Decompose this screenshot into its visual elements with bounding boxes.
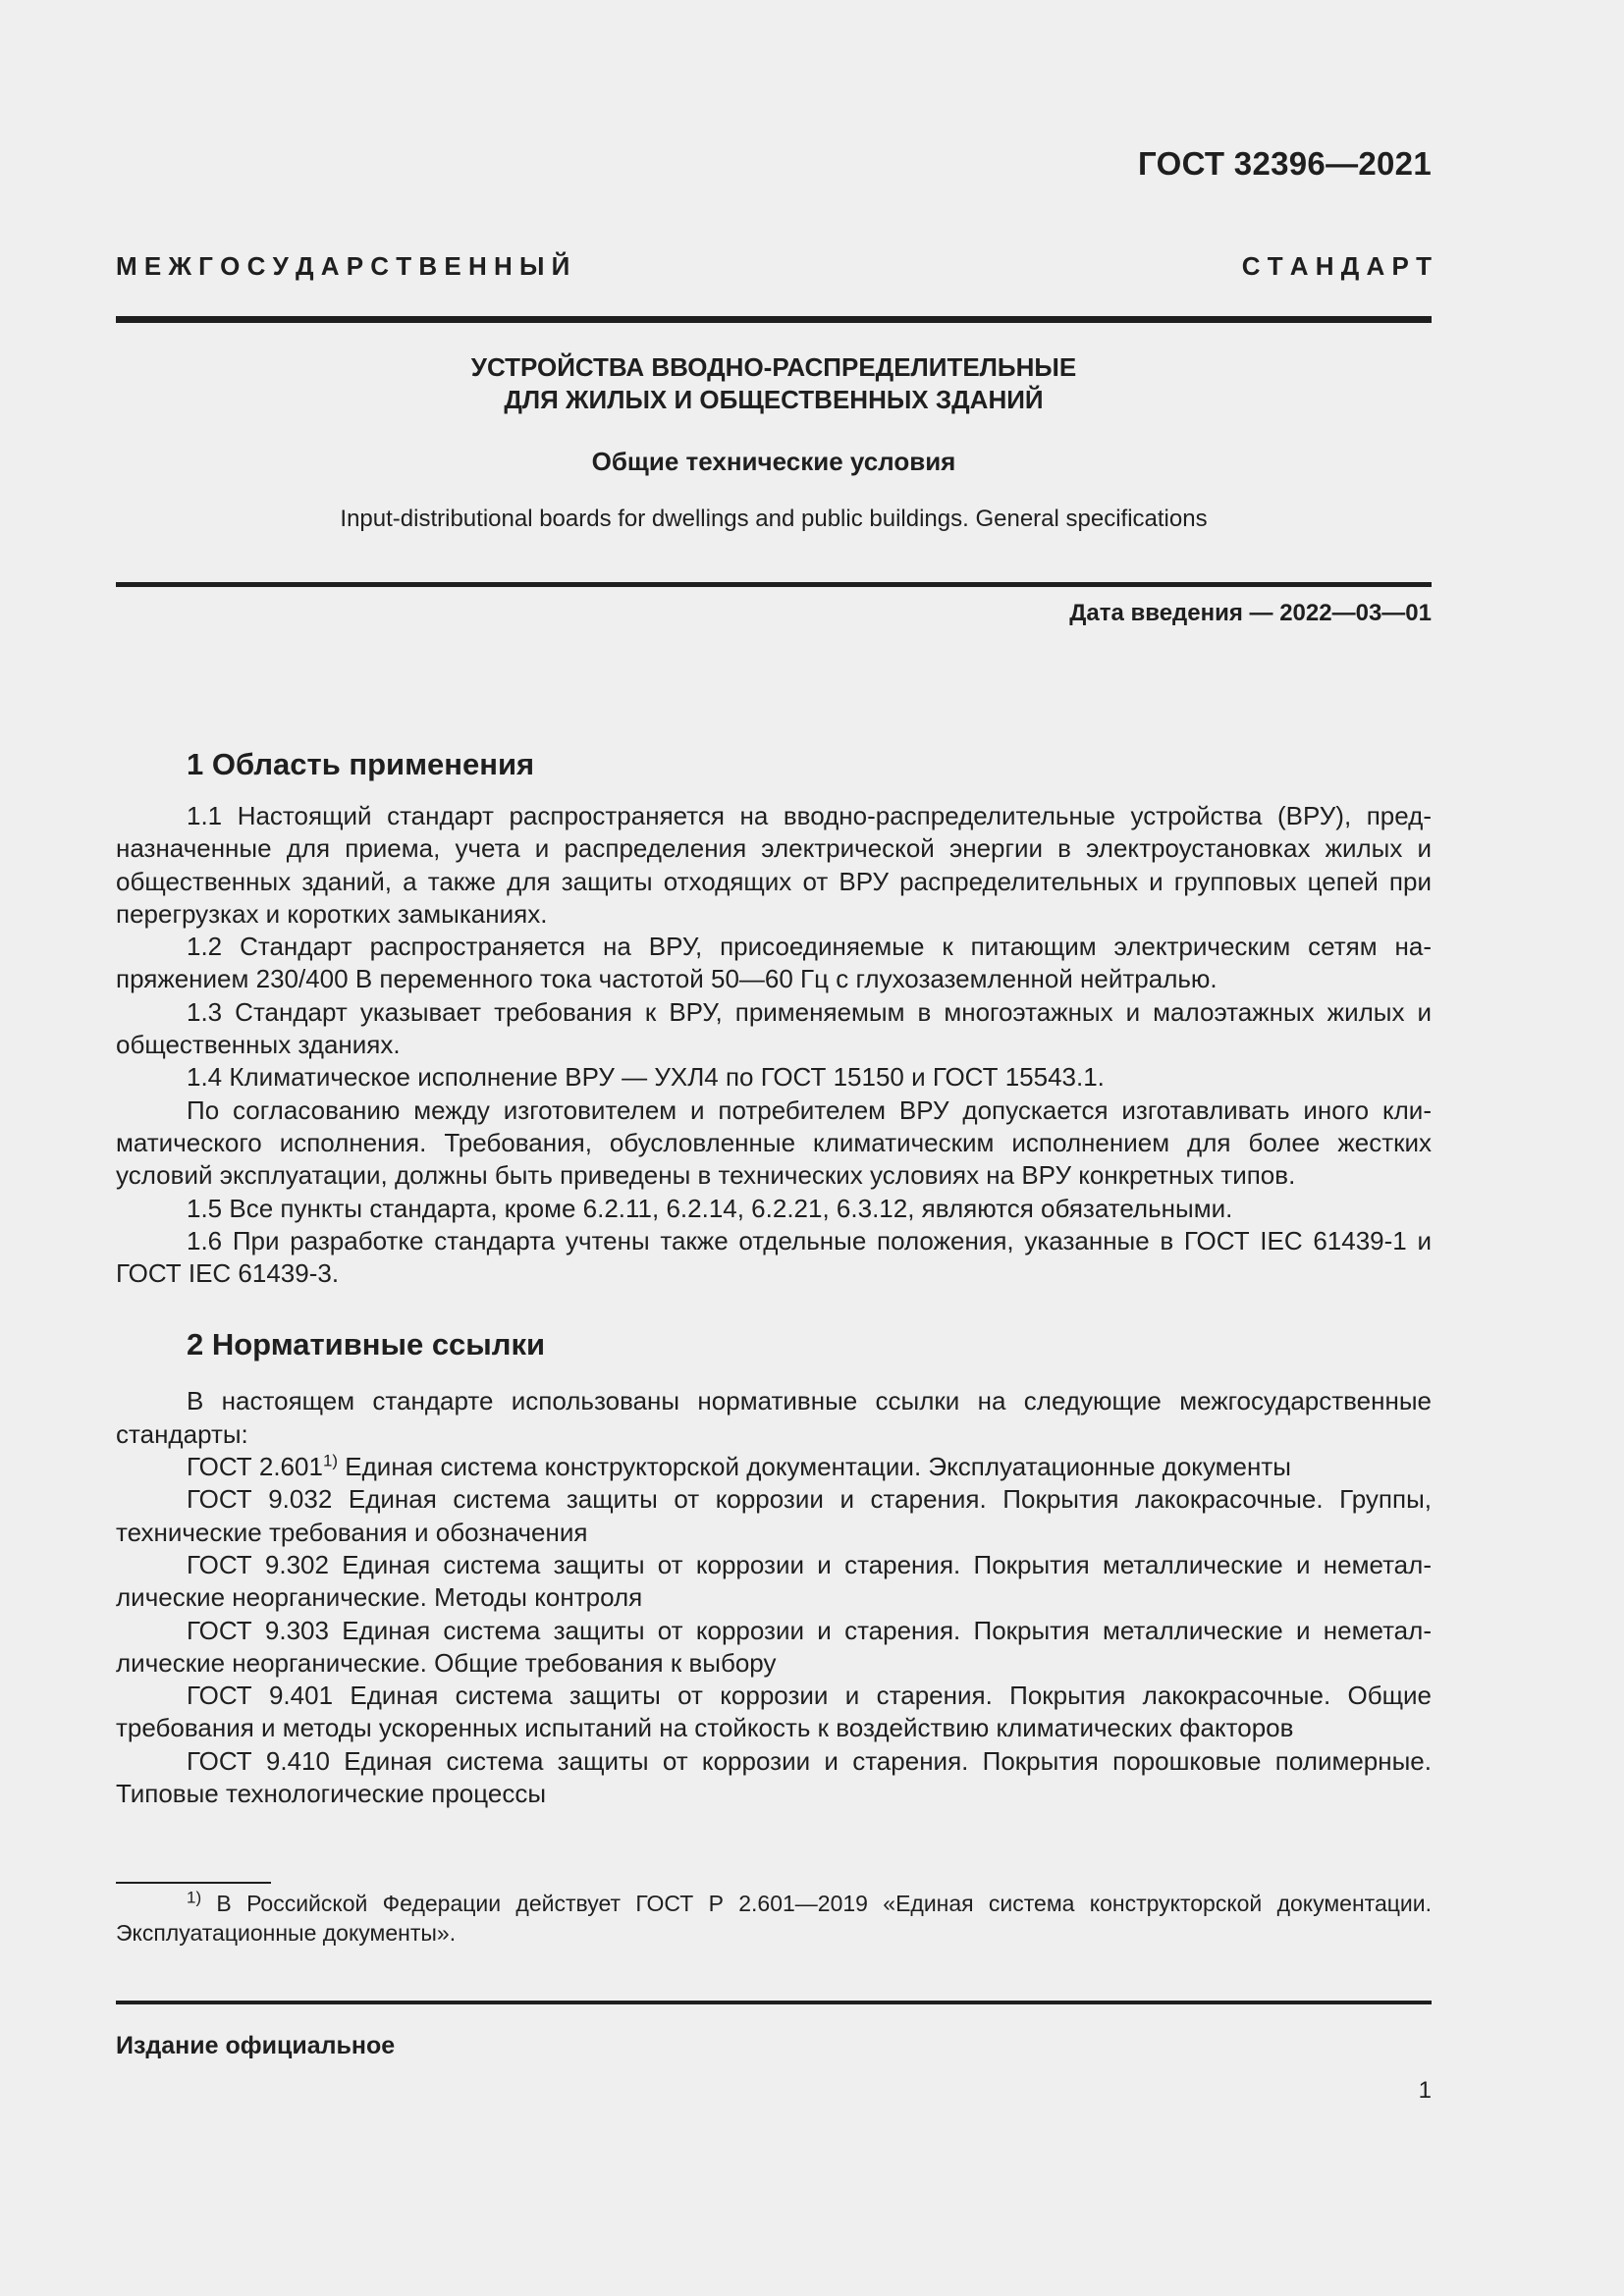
reference-item: ГОСТ 9.032 Единая система защиты от коррозии и старения. Покрытия лакокрасочные. Группы, технические требования и обозначения xyxy=(116,1484,1432,1547)
reference-item: ГОСТ 9.303 Единая система защиты от коррозии и старения. Покрытия металлические и неметаллические неорганические. Общие требования к выбору xyxy=(116,1615,1432,1678)
title-line-1: УСТРОЙСТВА ВВОДНО-РАСПРЕДЕЛИТЕЛЬНЫЕ xyxy=(470,352,1077,382)
standard-label-word-2: С Т А Н Д А Р Т xyxy=(1241,251,1432,281)
footnote-text: В Российской Федерации действует ГОСТ Р 2.601—2019 «Единая система конструкторской документации. Эксплуатационные документы». xyxy=(116,1891,1432,1946)
top-divider xyxy=(116,316,1432,323)
title-english: Input-distributional boards for dwellings and public buildings. General specifications xyxy=(340,506,1208,532)
reference-title: Единая система конструкторской документации. Эксплуатационные документы xyxy=(338,1452,1291,1482)
title-subtitle: Общие технические условия xyxy=(591,447,956,476)
paragraph: 1.4 Климатическое исполнение ВРУ — УХЛ4 по ГОСТ 15150 и ГОСТ 15543.1. xyxy=(187,1062,1105,1093)
paragraph: 1.5 Все пункты стандарта, кроме 6.2.11, 6.2.14, 6.2.21, 6.3.12, являются обязательными. xyxy=(187,1193,1233,1223)
official-edition-label: Издание официальное xyxy=(116,2032,396,2059)
reference-code: ГОСТ 2.601 xyxy=(187,1452,323,1482)
paragraph: По согласованию между изготовителем и потребителем ВРУ допускается изготавливать иного климатического исполнения. Требования, обусловленные климатическим исполнением для более жестких условий эксплуатации, должны быть приведены в технических условиях на ВРУ конкретных типов. xyxy=(116,1095,1432,1191)
paragraph: 1.1 Настоящий стандарт распространяется на вводно-распределительные устройства (ВРУ), предназначенные для приема, учета и распределения электрической энергии в электроустановках жилых и общественных зданий, а также для защиты отходящих от ВРУ распределительных и групповых цепей при перегрузках и коротких замыканиях. xyxy=(116,801,1432,929)
title-divider xyxy=(116,582,1432,587)
reference-item xyxy=(116,1451,1432,1483)
paragraph: В настоящем стандарте использованы нормативные ссылки на следующие межгосударственные стандарты: xyxy=(116,1386,1432,1449)
bottom-divider xyxy=(116,2001,1432,2004)
introduction-date: Дата введения — 2022—03—01 xyxy=(1069,600,1432,626)
body-text xyxy=(116,746,1432,1810)
section-1-heading: 1 Область применения xyxy=(187,747,535,781)
paragraph: 1.6 При разработке стандарта учтены также отдельные положения, указанные в ГОСТ IEC 61439-1 и ГОСТ IEC 61439-3. xyxy=(116,1225,1432,1289)
title-block xyxy=(116,351,1432,534)
document-page xyxy=(116,0,1432,2296)
document-number: ГОСТ 32396—2021 xyxy=(1138,145,1432,182)
reference-item: ГОСТ 9.410 Единая система защиты от коррозии и старения. Покрытия порошковые полимерные. Типовые технологические процессы xyxy=(116,1745,1432,1809)
footnote-marker: 1) xyxy=(322,1451,339,1470)
paragraph: 1.3 Стандарт указывает требования к ВРУ, применяемым в многоэтажных и малоэтажных жилых и общественных зданиях. xyxy=(116,996,1432,1060)
reference-item: ГОСТ 9.302 Единая система защиты от коррозии и старения. Покрытия металлические и неметаллические неорганические. Методы контроля xyxy=(116,1549,1432,1613)
standard-label-word-1: М Е Ж Г О С У Д А Р С Т В Е Н Н Ы Й xyxy=(116,251,570,281)
footnote xyxy=(116,1889,1432,1948)
paragraph: 1.2 Стандарт распространяется на ВРУ, присоединяемые к питающим электрическим сетям напряжением 230/400 В переменного тока частотой 50—60 Гц с глухозаземленной нейтралью. xyxy=(116,932,1432,994)
footnote-divider xyxy=(116,1882,271,1884)
title-line-2: ДЛЯ ЖИЛЫХ И ОБЩЕСТВЕННЫХ ЗДАНИЙ xyxy=(504,385,1044,414)
footnote-marker: 1) xyxy=(187,1888,202,1907)
section-2-heading: 2 Нормативные ссылки xyxy=(187,1327,546,1362)
reference-item: ГОСТ 9.401 Единая система защиты от коррозии и старения. Покрытия лакокрасочные. Общие требования и методы ускоренных испытаний на стойкость к воздействию климатических факторов xyxy=(116,1681,1432,1743)
page-number: 1 xyxy=(1418,2077,1432,2104)
